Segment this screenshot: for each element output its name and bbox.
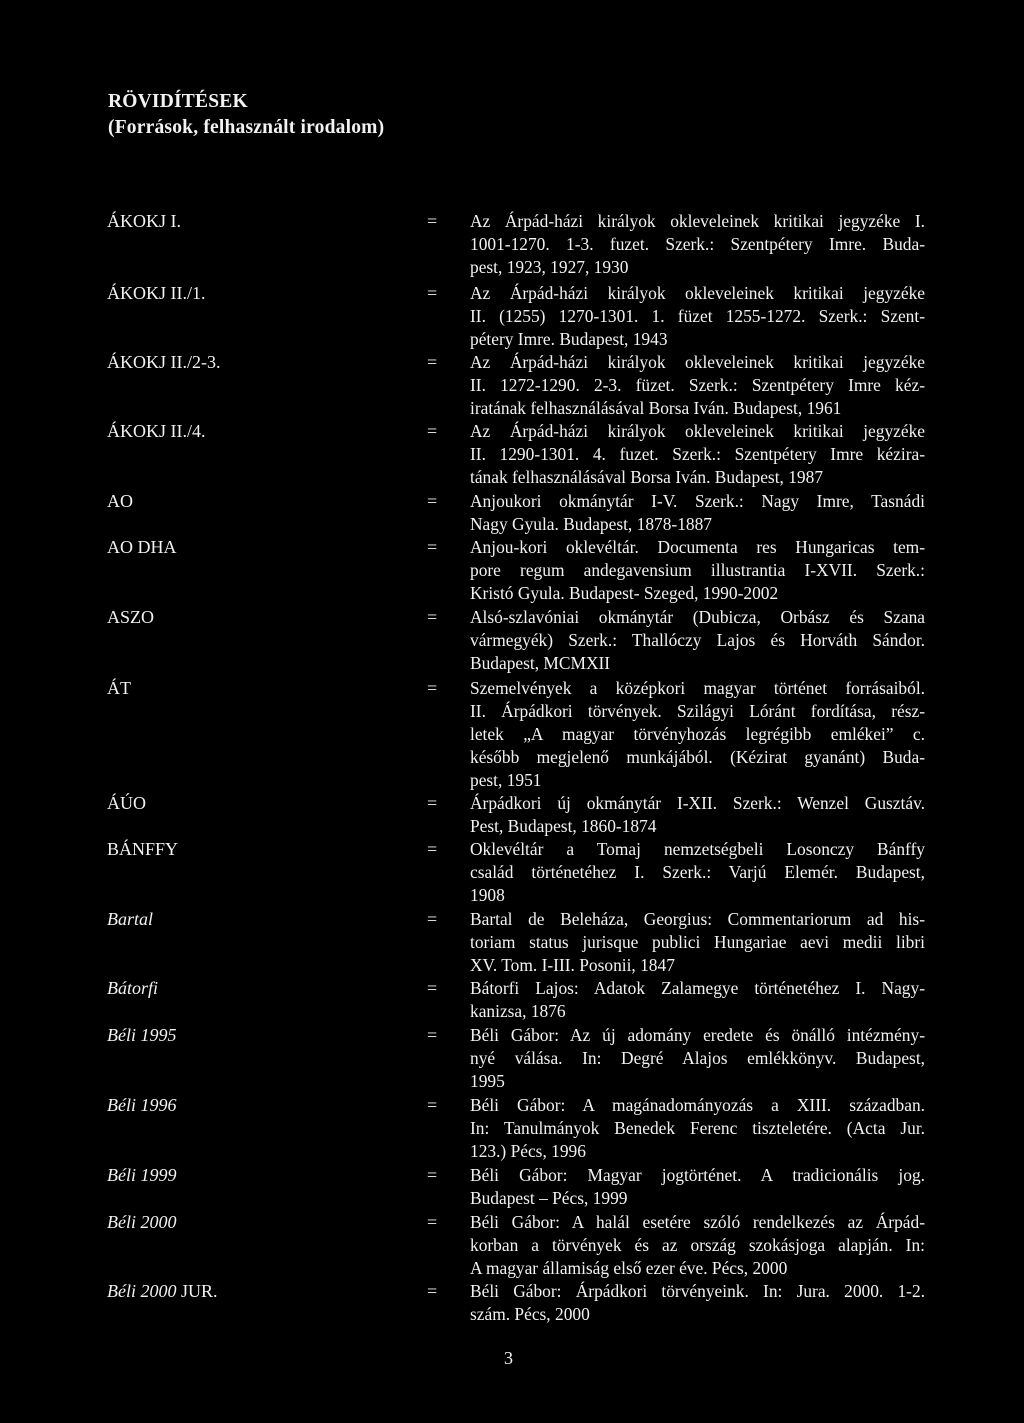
description-line: Oklevéltár a Tomaj nemzetségbeli Losonczy Bánffy	[470, 839, 925, 859]
entry-description	[470, 792, 925, 838]
page-heading	[108, 89, 384, 141]
equals-sign: =	[427, 839, 438, 859]
entry-description	[470, 1024, 925, 1093]
entry-description	[470, 1164, 925, 1210]
description-line: Alsó-szlavóniai okmánytár (Dubicza, Orbász és Szana	[470, 607, 925, 627]
abbreviation-entry	[0, 1280, 1024, 1326]
equals-sign: =	[427, 978, 438, 998]
entry-description	[470, 838, 925, 907]
description-line: Az Árpád-házi királyok okleveleinek kritikai jegyzéke	[470, 283, 925, 303]
equals-sign: =	[427, 607, 438, 627]
description-line: Budapest – Pécs, 1999	[470, 1188, 628, 1208]
description-line: pétery Imre. Budapest, 1943	[470, 329, 668, 349]
entry-abbreviation: AO	[107, 491, 133, 511]
description-line: 1908	[470, 885, 505, 905]
abbreviation-entry	[0, 838, 1024, 907]
abbreviation-entry	[0, 606, 1024, 675]
entry-description	[470, 210, 925, 279]
abbreviation-entry	[0, 1094, 1024, 1163]
abbreviation-entry	[0, 792, 1024, 838]
entry-abbreviation: ÁT	[107, 678, 131, 698]
description-line: tának felhasználásával Borsa Iván. Budapest, 1987	[470, 467, 824, 487]
description-line: később megjelenő munkájából. (Kézirat gyanánt) Buda-	[470, 747, 925, 767]
entry-description	[470, 677, 925, 792]
equals-sign: =	[427, 793, 438, 813]
description-line: szám. Pécs, 2000	[470, 1304, 590, 1324]
equals-sign: =	[427, 1165, 438, 1185]
equals-sign: =	[427, 537, 438, 557]
abbreviation-entry	[0, 420, 1024, 489]
equals-sign: =	[427, 491, 438, 511]
page-number: 3	[504, 1348, 513, 1368]
description-line: A magyar államiság első ezer éve. Pécs, 2000	[470, 1258, 788, 1278]
abbreviation-entry	[0, 908, 1024, 977]
entry-description	[470, 1280, 925, 1326]
description-line: Béli Gábor: A halál esetére szóló rendelkezés az Árpád-	[470, 1212, 925, 1232]
description-line: Kristó Gyula. Budapest- Szeged, 1990-2002	[470, 583, 779, 603]
entry-abbreviation	[107, 1280, 218, 1303]
description-line: Béli Gábor: A magánadományozás a XIII. században.	[470, 1095, 925, 1115]
description-line: pest, 1923, 1927, 1930	[470, 257, 629, 277]
description-line: Béli Gábor: Magyar jogtörténet. A tradicionális jog.	[470, 1165, 925, 1185]
entry-description	[470, 536, 925, 605]
abbreviation-entry	[0, 677, 1024, 792]
entry-description	[470, 490, 925, 536]
abbreviation-entry	[0, 282, 1024, 351]
description-line: Anjoukori okmánytár I-V. Szerk.: Nagy Imre, Tasnádi	[470, 491, 925, 511]
description-line: iratának felhasználásával Borsa Iván. Budapest, 1961	[470, 398, 842, 418]
entry-abbreviation: ASZO	[107, 607, 155, 627]
entry-abbreviation: Béli 1995	[107, 1025, 177, 1045]
entry-abbreviation: ÁKOKJ I.	[107, 211, 181, 231]
equals-sign: =	[427, 1212, 438, 1232]
entry-description	[470, 282, 925, 351]
description-line: toriam status jurisque publici Hungariae aevi medii libri	[470, 932, 925, 952]
equals-sign: =	[427, 1095, 438, 1115]
entry-abbreviation: Bátorfi	[107, 978, 159, 998]
equals-sign: =	[427, 283, 438, 303]
abbreviation-list	[0, 210, 1024, 1326]
abbreviation-entry	[0, 1211, 1024, 1280]
abbreviation-entry	[0, 490, 1024, 536]
description-line: Az Árpád-házi királyok okleveleinek kritikai jegyzéke	[470, 421, 925, 441]
abbreviation-entry	[0, 351, 1024, 420]
description-line: II. (1255) 1270-1301. 1. füzet 1255-1272. Szerk.: Szent-	[470, 306, 925, 326]
entry-abbreviation: ÁKOKJ II./2-3.	[107, 352, 221, 372]
entry-abbreviation: ÁKOKJ II./4.	[107, 421, 206, 441]
abbreviation-entry	[0, 977, 1024, 1023]
description-line: XV. Tom. I-III. Posonii, 1847	[470, 955, 675, 975]
description-line: Pest, Budapest, 1860-1874	[470, 816, 657, 836]
abbreviation-entry	[0, 1164, 1024, 1210]
entry-abbreviation-suffix: JUR.	[176, 1281, 218, 1301]
entry-abbreviation: Béli 1996	[107, 1095, 177, 1115]
equals-sign: =	[427, 1281, 438, 1301]
entry-description	[470, 908, 925, 977]
description-line: letek „A magyar törvényhozás legrégibb emlékei” c.	[470, 724, 925, 744]
description-line: II. 1290-1301. 4. fuzet. Szerk.: Szentpétery Imre kézira-	[470, 444, 925, 464]
entry-abbreviation: Béli 1999	[107, 1165, 177, 1185]
description-line: 1001-1270. 1-3. fuzet. Szerk.: Szentpétery Imre. Buda-	[470, 234, 925, 254]
entry-description	[470, 1211, 925, 1280]
equals-sign: =	[427, 678, 438, 698]
description-line: Bartal de Beleháza, Georgius: Commentariorum ad his-	[470, 909, 925, 929]
description-line: Nagy Gyula. Budapest, 1878-1887	[470, 514, 712, 534]
entry-description	[470, 1094, 925, 1163]
description-line: korban a törvények és az ország szokásjoga alapján. In:	[470, 1235, 925, 1255]
entry-description	[470, 420, 925, 489]
entry-description	[470, 977, 925, 1023]
description-line: pest, 1951	[470, 770, 542, 790]
entry-description	[470, 606, 925, 675]
heading-subtitle: (Források, felhasznált irodalom)	[108, 117, 385, 138]
abbreviation-entry	[0, 536, 1024, 605]
equals-sign: =	[427, 421, 438, 441]
description-line: vármegyék) Szerk.: Thallóczy Lajos és Horváth Sándor.	[470, 630, 925, 650]
description-line: Anjou-kori oklevéltár. Documenta res Hungaricas tem-	[470, 537, 925, 557]
description-line: Az Árpád-házi királyok okleveleinek kritikai jegyzéke I.	[470, 211, 925, 231]
entry-abbreviation: Bartal	[107, 909, 154, 929]
abbreviation-entry	[0, 210, 1024, 279]
entry-abbreviation: ÁÚO	[107, 793, 146, 813]
description-line: 123.) Pécs, 1996	[470, 1141, 586, 1161]
description-line: Béli Gábor: Árpádkori törvényeink. In: Jura. 2000. 1-2.	[470, 1281, 925, 1301]
description-line: család történetéhez I. Szerk.: Varjú Elemér. Budapest,	[470, 862, 925, 882]
entry-abbreviation: Béli 2000	[107, 1212, 177, 1232]
description-line: pore regum andegavensium illustrantia I-XVII. Szerk.:	[470, 560, 925, 580]
entry-abbreviation: ÁKOKJ II./1.	[107, 283, 206, 303]
description-line: Bátorfi Lajos: Adatok Zalamegye történetéhez I. Nagy-	[470, 978, 925, 998]
equals-sign: =	[427, 909, 438, 929]
description-line: Béli Gábor: Az új adomány eredete és önálló intézmény-	[470, 1025, 925, 1045]
equals-sign: =	[427, 1025, 438, 1045]
description-line: In: Tanulmányok Benedek Ferenc tiszteletére. (Acta Jur.	[470, 1118, 925, 1138]
description-line: Budapest, MCMXII	[470, 653, 611, 673]
entry-description	[470, 351, 925, 420]
description-line: Az Árpád-házi királyok okleveleinek kritikai jegyzéke	[470, 352, 925, 372]
equals-sign: =	[427, 211, 438, 231]
description-line: nyé válása. In: Degré Alajos emlékkönyv. Budapest,	[470, 1048, 925, 1068]
heading-title: RÖVIDÍTÉSEK	[108, 91, 248, 112]
entry-abbreviation-italic: Béli 2000	[107, 1281, 177, 1301]
description-line: II. Árpádkori törvények. Szilágyi Lóránt fordítása, rész-	[470, 701, 925, 721]
equals-sign: =	[427, 352, 438, 372]
description-line: 1995	[470, 1071, 505, 1091]
entry-abbreviation: AO DHA	[107, 537, 177, 557]
description-line: Szemelvények a középkori magyar történet forrásaiból.	[470, 678, 925, 698]
description-line: kanizsa, 1876	[470, 1001, 566, 1021]
description-line: Árpádkori új okmánytár I-XII. Szerk.: Wenzel Gusztáv.	[470, 793, 925, 813]
abbreviation-entry	[0, 1024, 1024, 1093]
entry-abbreviation: BÁNFFY	[107, 839, 179, 859]
description-line: II. 1272-1290. 2-3. füzet. Szerk.: Szentpétery Imre kéz-	[470, 375, 925, 395]
